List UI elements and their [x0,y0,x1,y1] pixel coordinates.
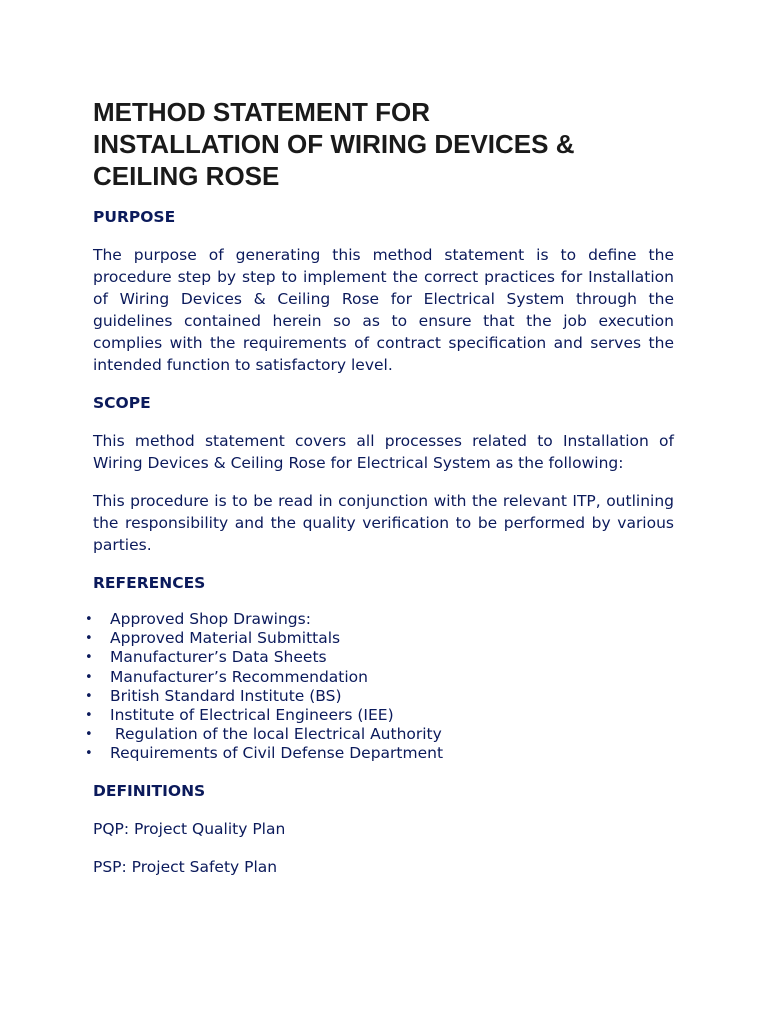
scope-paragraph: This method statement covers all processes related to Installation of Wiring Devices & Ceiling Rose for Electrical System as the following: [93,432,674,472]
reference-text: British Standard Institute (BS) [110,686,342,705]
bullet-icon: • [85,650,93,666]
reference-text: Regulation of the local Electrical Authority [110,725,442,744]
reference-text: Manufacturer’s Data Sheets [110,648,327,667]
bullet-icon: • [85,631,93,647]
definitions-heading: DEFINITIONS [93,781,206,800]
title-line: INSTALLATION OF WIRING DEVICES & [93,129,575,159]
list-item [85,610,674,629]
reference-text: Approved Material Submittals [110,629,341,648]
list-item [85,725,674,744]
scope-paragraph: This procedure is to be read in conjunction with the relevant ITP, outlining the responsibility and the quality verification to be performed by various parties. [93,492,674,554]
bullet-icon: • [85,727,93,743]
references-section [85,572,674,764]
bullet-icon: • [85,688,93,704]
list-item [85,706,674,725]
purpose-paragraph: The purpose of generating this method statement is to define the procedure step by step to implement the correct practices for Installation of Wiring Devices & Ceiling Rose for Electrical System through the guidelines contained herein so as to ensure that the job execution complies with the requirements of contract specification and serves the intended function to satisfactory level. [93,246,674,374]
list-item [85,648,674,667]
title-line: CEILING ROSE [93,161,280,191]
definition-item: PSP: Project Safety Plan [93,857,278,876]
title-line: METHOD STATEMENT FOR [93,97,431,127]
scope-section [93,392,674,556]
references-list [85,610,674,764]
list-item [85,629,674,648]
list-item [85,667,674,687]
list-item [85,686,674,706]
references-heading: REFERENCES [93,574,206,592]
list-item [85,744,674,763]
bullet-icon: • [85,612,93,627]
scope-heading: SCOPE [93,394,151,412]
reference-text: Institute of Electrical Engineers (IEE) [110,706,394,725]
definitions-section [93,780,674,878]
reference-text: Approved Shop Drawings: [110,610,311,628]
bullet-icon: • [85,708,93,724]
bullet-icon: • [85,746,93,762]
reference-text: Requirements of Civil Defense Department [110,744,444,763]
reference-text: Manufacturer’s Recommendation [110,667,368,686]
bullet-icon: • [85,669,93,685]
document-page [85,96,674,894]
purpose-section [93,206,674,376]
purpose-heading: PURPOSE [93,208,176,226]
document-title [93,96,674,192]
definition-item: PQP: Project Quality Plan [93,819,286,838]
